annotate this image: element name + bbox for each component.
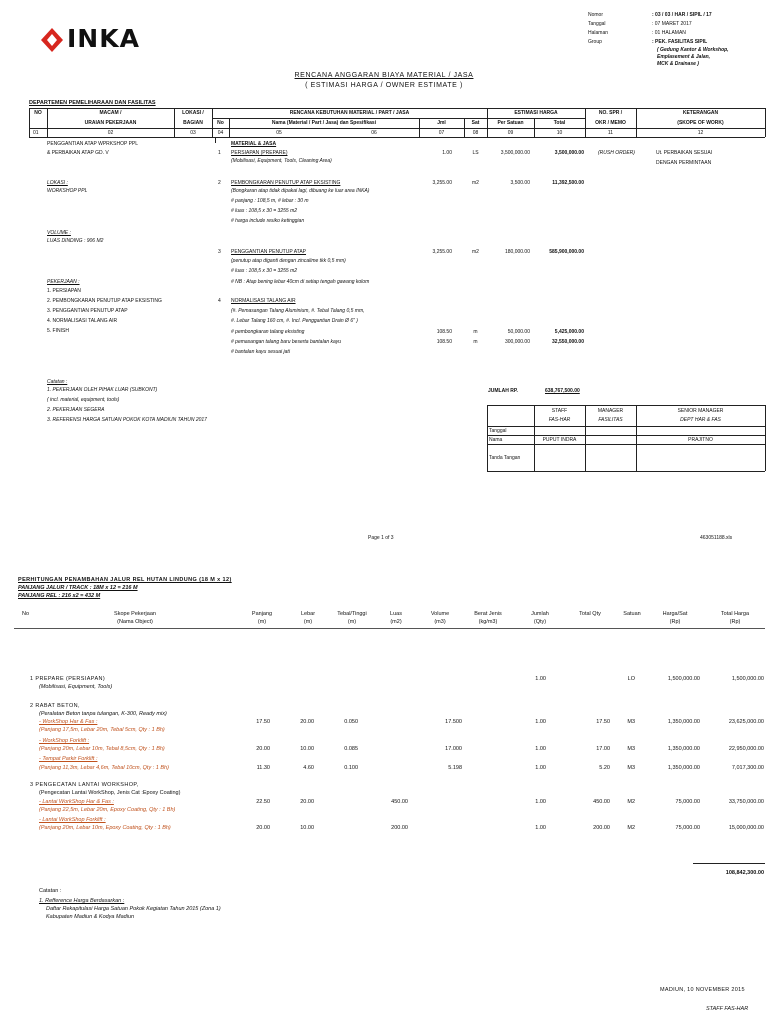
item-unit-price: 3,500.00 [510,180,530,186]
calc-col-header: (Nama Object) [117,619,153,625]
calc-col-header: Harga/Sat [662,611,688,617]
row-label: - WorkShop Forklift : [39,738,90,744]
item-desc: (Mobilisasi, Equipment, Tools, Cleaning Area) [231,158,332,164]
item-total: 11,392,500.00 [552,180,584,186]
calc-qty: 1.00 [535,799,546,805]
reference-line: Daftar Rekapitulasi Harga Satuan Pokok Kegiatan Tahun 2015 (Zona 1) [46,906,221,912]
item-desc: (Bongkaran atap tidak dipakai lagi, dibuang ke luar area INKA) [231,188,370,194]
sign-dept: FASILITAS [598,417,623,423]
col-header: KETERANGAN [682,110,719,116]
calc-length: 20.00 [256,746,270,752]
calc-qty: 1.00 [535,676,546,682]
col-header: RENCANA KEBUTUHAN MATERIAL / PART / JASA [289,110,410,116]
pekerjaan-item: 1. PERSIAPAN [47,288,81,294]
col-number: 02 [107,130,114,136]
item-total: 3,500,000.00 [554,150,584,156]
calc-total: 15,000,000.00 [728,825,764,831]
col-number: 11 [607,130,614,136]
lokasi-value: WORKSHOP PPL [47,188,88,194]
calc-unit: LO [627,676,635,682]
item-bullet: # luas : 108,5 x 30 = 3255 m2 [231,208,298,214]
item-unit-price: 3,500,000.00 [500,150,530,156]
calc-width: 20.00 [300,719,314,725]
item-name: PENGGANTIAN PENUTUP ATAP [231,249,307,255]
col-header: ESTIMASI HARGA [514,110,558,116]
pekerjaan-item: 4. NORMALISASI TALANG AIR [47,318,118,324]
col-number: 03 [190,130,196,136]
calc-col-header: Panjang [251,611,273,617]
item-bullet: # pembongkaran talang eksisting [231,329,305,335]
items-header: MATERIAL & JASA [231,141,277,147]
col-header: NO. SPR / [598,110,623,116]
calc-col-header: No [22,611,30,617]
meta-label: Nomor [588,12,604,18]
calc-price: 1,500,000.00 [667,676,700,682]
item-unit: m2 [472,249,479,255]
calc-width: 10.00 [300,825,314,831]
calc-volume: 17.500 [445,719,462,725]
calc-col-header: Lebar [300,611,316,617]
calc-price: 75,000.00 [675,799,700,805]
sign-role: STAFF [551,408,568,414]
calc-thickness: 0.085 [344,746,358,752]
calc-area: 450.00 [391,799,408,805]
item-total: 32,550,000.00 [552,339,584,345]
group-title: 3 PENGECATAN LANTAI WORKSHOP, [30,782,139,788]
calc-col-header: (m2) [390,619,402,625]
col-header: BAGIAN [183,120,203,126]
notes-label: Catatan : [39,888,62,894]
row-spec: (Panjang 22,5m, Lebar 20m, Epoxy Coating, Qty : 1 Bh) [39,807,176,813]
col-header: Jml [437,120,446,126]
file-name: 463051188.xls [700,535,733,541]
calc-qty: 1.00 [535,746,546,752]
item-spr: (RUSH ORDER) [598,150,635,156]
group-title: 2 RABAT BETON, [30,703,80,709]
logo-mark-icon [40,27,64,53]
calc-col-header: Satuan [623,611,641,617]
row-label: - Lantai WorkShop Har & Fas : [39,799,114,805]
pekerjaan-item: 5. FINISH [47,328,69,334]
volume-value: LUAS DINDING : 906 M2 [47,238,104,244]
row-spec: (Panjang 17,5m, Lebar 20m, Tebal 5cm, Qty : 1 Bh) [39,727,165,733]
pekerjaan-label: PEKERJAAN : [47,279,80,285]
calc-col-header: Volume [430,611,450,617]
calc-col-header: (m) [347,619,357,625]
item-desc: #. Lebar Talang 160 cm, #. Incl. Penggantian Drain Ø 6" ) [231,318,358,324]
calc-length: 20.00 [256,825,270,831]
calc-total: 23,625,000.00 [728,719,764,725]
calc-col-header: Total Qty [579,611,601,617]
calc-total: 33,750,000.00 [728,799,764,805]
calc-area: 200.00 [391,825,408,831]
logo-text: INKA [67,24,140,53]
calc-thickness: 0.100 [344,765,358,771]
pekerjaan-item: 3. PENGGANTIAN PENUTUP ATAP [47,308,128,314]
item-bullet: # panjang : 108,5 m, # lebar : 30 m [231,198,309,204]
calc-total-qty: 450.00 [593,799,610,805]
reference-line: 1. Refference Harga Berdasarkan : [39,898,125,904]
sign-role: MANAGER [597,408,624,414]
calc-col-header: (m) [303,619,313,625]
calc-unit: M2 [627,799,635,805]
calc-col-header: (kg/m3) [478,619,498,625]
lokasi-label: LOKASI : [47,180,68,186]
item-unit: m [473,339,478,345]
calc-col-header: (Rp) [729,619,741,625]
sign-dept: FAS-HAR [548,417,571,423]
reference-line: Kabupaten Madiun & Kodya Madiun [46,914,135,920]
calc-total-qty: 5.20 [599,765,610,771]
col-header: Per Satuan [497,120,524,126]
row-spec: (Panjang 20m, Lebar 10m, Tebal 8,5cm, Qty : 1 Bh) [39,746,165,752]
item-desc: (penutup atap diganti dengan zincalime tkk 0,5 mm) [231,258,346,264]
item-bullet: # bantalan kayu sesuai jati [231,349,290,355]
note-line: 1. PEKERJAAN OLEH PIHAK LUAR (SUBKONT) [47,387,158,393]
calc-length: 22.50 [256,799,270,805]
col-header: NO [34,110,42,116]
col-header: Total [553,120,566,126]
signer-name: PRAJITNO [688,437,713,443]
calc-col-header: Luas [390,611,402,617]
col-number: 05 [276,130,282,136]
group-sub: (Pengecatan Lantai WorkShop, Jenis Cat :Epoxy Coating) [39,790,181,796]
col-header: Sat [471,120,480,126]
calc-price: 75,000.00 [675,825,700,831]
row-label: - WorkShop Har & Fas : [39,719,98,725]
sign-dept: DEPT HAR & FAS [680,417,721,423]
calc-total-qty: 200.00 [593,825,610,831]
note-line: 3. REFERENSI HARGA SATUAN POKOK KOTA MADIUN TAHUN 2017 [47,417,207,423]
col-number: 09 [507,130,514,136]
col-header: MACAM / [99,110,122,116]
item-desc: (#. Pemasangan Talang Aluminium, #. Tebal Talang 0,5 mm, [231,308,365,314]
pekerjaan-item: 2. PEMBONGKARAN PENUTUP ATAP EKSISTING [47,298,162,304]
calc-price: 1,350,000.00 [667,719,700,725]
calc-unit: M3 [627,719,635,725]
jumlah-value: 638,767,500.00 [545,388,580,394]
row-spec: (Panjang 11,3m, Lebar 4,6m, Tebal 10cm, Qty : 1 Bh) [39,765,169,771]
meta-label: Halaman [588,30,609,36]
calc-total-qty: 17.50 [596,719,610,725]
signer-name: PUPUT INDRA [542,437,577,443]
col-number: 06 [371,130,377,136]
calc-length: 11.30 [256,765,270,771]
item-no: 3 [218,249,221,255]
calc-length: 17.50 [256,719,270,725]
item-unit-price: 180,000.00 [504,249,530,255]
calc-col-header: (Rp) [669,619,681,625]
item-qty: 3,255.00 [432,180,452,186]
calc-width: 20.00 [300,799,314,805]
calc-total-qty: 17.00 [596,746,610,752]
meta-value: : 03 / 03 / HAR / SIPIL / 17 [652,12,712,18]
page-number: Page 1 of 3 [368,535,394,541]
item-unit: m2 [472,180,479,186]
notes-label: Catatan : [47,379,68,385]
item-qty: 3,255.00 [432,249,452,255]
item-bullet: # pemasangan talang baru beserta bantalan kayu [231,339,342,345]
item-unit: m [473,329,478,335]
item-unit-price: 300,000.00 [504,339,530,345]
group-note: ( Gedung Kantor & Workshop, [657,47,729,53]
calc-unit: M3 [627,765,635,771]
col-number: 12 [697,130,704,136]
work-title: PENGGANTIAN ATAP WPRKSHOP PPL [47,141,139,147]
work-title: & PERBAIKAN ATAP GD. V [47,150,109,156]
item-bullet: # harga include resiko ketinggian [231,218,305,224]
col-number: 01 [33,130,39,136]
grand-total: 108,842,300.00 [725,870,764,876]
col-number: 10 [556,130,563,136]
col-number: 04 [217,130,224,136]
item-no: 2 [218,180,221,186]
sign-row-label: Nama [489,437,503,443]
sign-role: STAFF FAS-HAR [706,1006,749,1012]
calc-col-header: Tebal/Tinggi [337,611,367,617]
volume-label: VOLUME : [47,230,71,236]
item-name: NORMALISASI TALANG AIR [231,298,296,304]
section2-line: PANJANG JALUR / TRACK : 18M x 12 = 216 M [18,585,138,591]
note-line: 2. PEKERJAAN SEGERA [47,407,105,413]
jumlah-label: JUMLAH RP. [488,388,518,394]
item-total: 5,425,000.00 [554,329,584,335]
calc-col-header: Total Harga [720,611,750,617]
group-sub: (Mobilisasi, Equipment, Tools) [39,684,113,690]
item-qty: 108.50 [436,329,452,335]
sign-row-label: Tanggal [489,428,507,434]
item-no: 4 [218,298,221,304]
calc-qty: 1.00 [535,825,546,831]
meta-value: : 01 HALAMAN [652,30,686,36]
calc-col-header: Skope Pekerjaan [114,611,156,617]
note-line: ( incl. material, equipment, tools) [47,397,120,403]
section2-title: PERHITUNGAN PENAMBAHAN JALUR REL HUTAN LINDUNG (18 M x 12) [18,577,232,583]
col-header: OKR / MEMO [595,120,626,126]
col-number: 07 [438,130,445,136]
calc-col-header: Berat Jenis [474,611,502,617]
meta-value: : PEK. FASILITAS SIPIL [652,39,708,45]
row-spec: (Panjang 20m, Lebar 10m, Epoxy Coating, Qty : 1 Bh) [39,825,171,831]
calc-qty: 1.00 [535,765,546,771]
item-bullet: # luas : 108,5 x 30 = 3255 m2 [231,268,298,274]
calc-qty: 1.00 [535,719,546,725]
calc-volume: 5.198 [448,765,462,771]
item-note: Ut. PERBAIKAN SESUAI [656,150,713,156]
section2-line: PANJANG REL : 216 x2 = 432 M [18,593,101,599]
calc-price: 1,350,000.00 [667,746,700,752]
doc-subtitle: ( ESTIMASI HARGA / OWNER ESTIMATE ) [305,82,463,89]
group-note: Emplasement & Jalan, [657,54,711,60]
calc-total: 7,017,300.00 [731,765,764,771]
item-name: PEMBONGKARAN PENUTUP ATAP EKSISTING [231,180,341,186]
calc-volume: 17.000 [445,746,462,752]
item-name: PERSIAPAN (PREPARE) [231,150,288,156]
calc-width: 10.00 [300,746,314,752]
col-header: No [217,120,224,126]
calc-col-header: Jumlah [531,611,549,617]
doc-title: RENCANA ANGGARAN BIAYA MATERIAL / JASA [294,72,474,79]
item-bullet: # NB : Atap bening lebar 40cm di setiap tengah gawang kolom [231,279,370,285]
meta-label: Tanggal [588,21,606,27]
row-label: - Tempat Parkir Forklift : [39,756,98,762]
col-number: 08 [472,130,479,136]
item-qty: 1.00 [442,150,452,156]
sign-role: SENIOR MANAGER [677,408,724,414]
calc-width: 4.60 [303,765,314,771]
col-header: URAIAN PEKERJAAN [84,120,137,126]
sign-date: MADIUN, 10 NOVEMBER 2015 [660,987,745,993]
calc-thickness: 0.050 [344,719,358,725]
item-qty: 108.50 [436,339,452,345]
department: DEPARTEMEN PEMELIHARAAN DAN FASILITAS [29,100,156,106]
calc-unit: M2 [627,825,635,831]
col-header: Nama (Material / Part / Jasa) dan Spesifikasi [271,120,377,126]
calc-price: 1,350,000.00 [667,765,700,771]
sign-row-label: Tanda Tangan [489,455,521,461]
row-label: - Lantai WorkShop Forklift : [39,817,106,823]
meta-value: : 07 MARET 2017 [652,21,692,27]
item-unit: LS [472,150,479,156]
group-title: 1 PREPARE (PERSIAPAN) [30,676,106,682]
calc-unit: M3 [627,746,635,752]
item-note: DENGAN PERMINTAAN [656,160,712,166]
group-sub: (Peralatan Beton tanpa tulangan, K-300, Ready mix) [39,711,167,717]
col-header: (SKOPE OF WORK) [677,120,724,126]
group-note: MCK & Drainase ) [657,61,699,67]
item-total: 585,900,000.00 [549,249,584,255]
meta-label: Group [588,39,602,45]
calc-total: 1,500,000.00 [731,676,764,682]
calc-col-header: (m3) [434,619,446,625]
item-no: 1 [218,150,221,156]
calc-col-header: (m) [257,619,267,625]
calc-total: 22,950,000.00 [728,746,764,752]
item-unit-price: 50,000.00 [507,329,530,335]
calc-col-header: (Qty) [533,619,547,625]
col-header: LOKASI / [182,110,204,116]
